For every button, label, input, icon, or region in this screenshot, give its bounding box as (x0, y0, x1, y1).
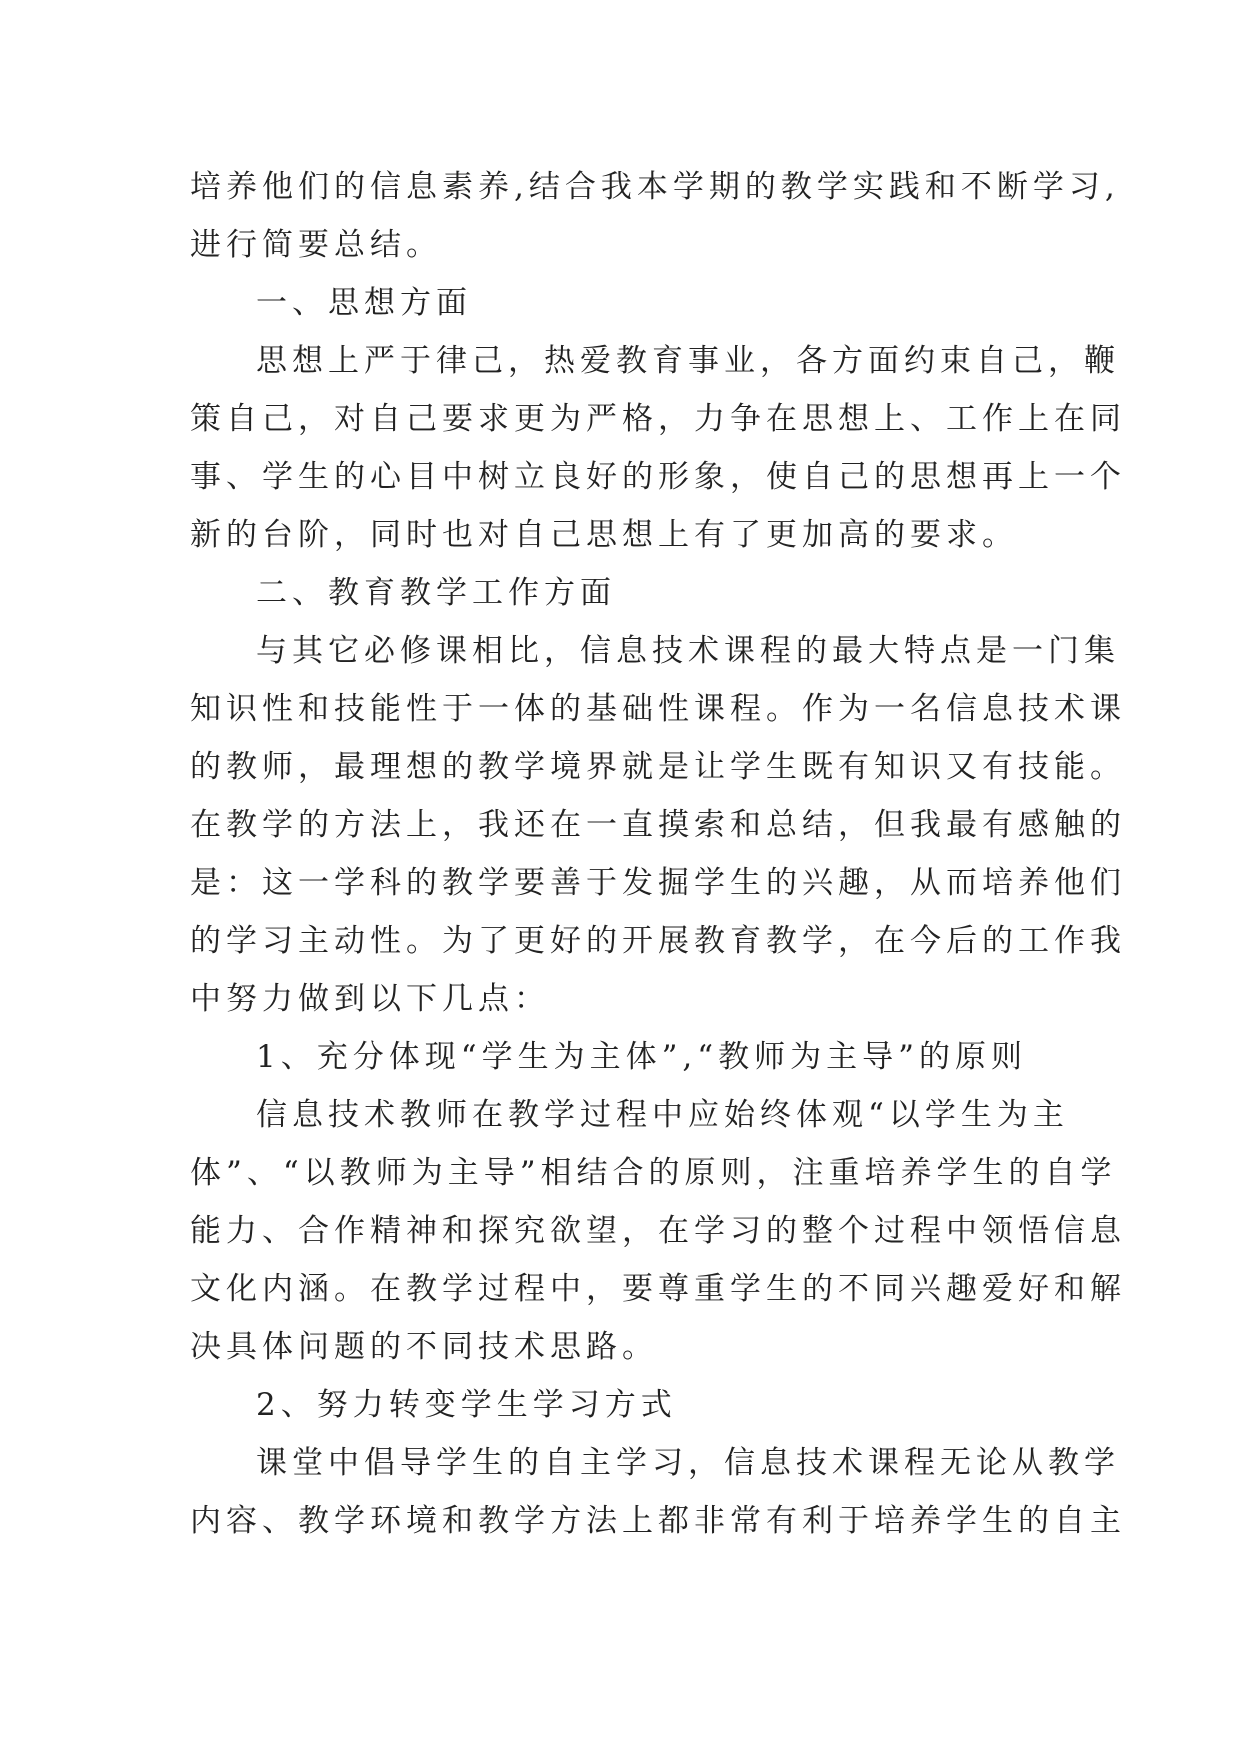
paragraph-start: 课堂中倡导学生的自主学习，信息技术课程无论从教学 (256, 1445, 1120, 1481)
paragraph-start: 思想上严于律己，热爱教育事业，各方面约束自己，鞭 (256, 343, 1120, 379)
text-line: 文化内涵。在教学过程中，要尊重学生的不同兴趣爱好和解 (190, 1271, 1126, 1307)
paragraph-start: 与其它必修课相比，信息技术课程的最大特点是一门集 (256, 633, 1120, 669)
text-line: 进行简要总结。 (190, 227, 442, 263)
text-line: 的学习主动性。为了更好的开展教育教学，在今后的工作我 (190, 923, 1126, 959)
subsection-heading: 2、努力转变学生学习方式 (256, 1387, 677, 1423)
text-line: 新的台阶，同时也对自己思想上有了更加高的要求。 (190, 517, 1018, 553)
text-line: 知识性和技能性于一体的基础性课程。作为一名信息技术课 (190, 691, 1126, 727)
section-heading: 一、思想方面 (256, 285, 472, 321)
text-line: 的教师，最理想的教学境界就是让学生既有知识又有技能。 (190, 749, 1126, 785)
text-line: 决具体问题的不同技术思路。 (190, 1329, 658, 1365)
paragraph-start: 信息技术教师在教学过程中应始终体观“以学生为主 (256, 1097, 1069, 1133)
text-line: 事、学生的心目中树立良好的形象，使自己的思想再上一个 (190, 459, 1126, 495)
text-line: 培养他们的信息素养,结合我本学期的教学实践和不断学习, (190, 169, 1120, 205)
text-line: 体”、“以教师为主导”相结合的原则，注重培养学生的自学 (190, 1155, 1117, 1191)
text-line: 能力、合作精神和探究欲望，在学习的整个过程中领悟信息 (190, 1213, 1126, 1249)
text-line: 策自己，对自己要求更为严格，力争在思想上、工作上在同 (190, 401, 1126, 437)
document-body (190, 158, 1126, 1550)
text-line: 中努力做到以下几点： (190, 981, 550, 1017)
text-line: 是：这一学科的教学要善于发掘学生的兴趣，从而培养他们 (190, 865, 1126, 901)
text-line: 内容、教学环境和教学方法上都非常有利于培养学生的自主 (190, 1503, 1126, 1539)
text-line: 在教学的方法上，我还在一直摸索和总结，但我最有感触的 (190, 807, 1126, 843)
section-heading: 二、教育教学工作方面 (256, 575, 616, 611)
subsection-heading: 1、充分体现“学生为主体”,“教师为主导”的原则 (256, 1039, 1027, 1075)
